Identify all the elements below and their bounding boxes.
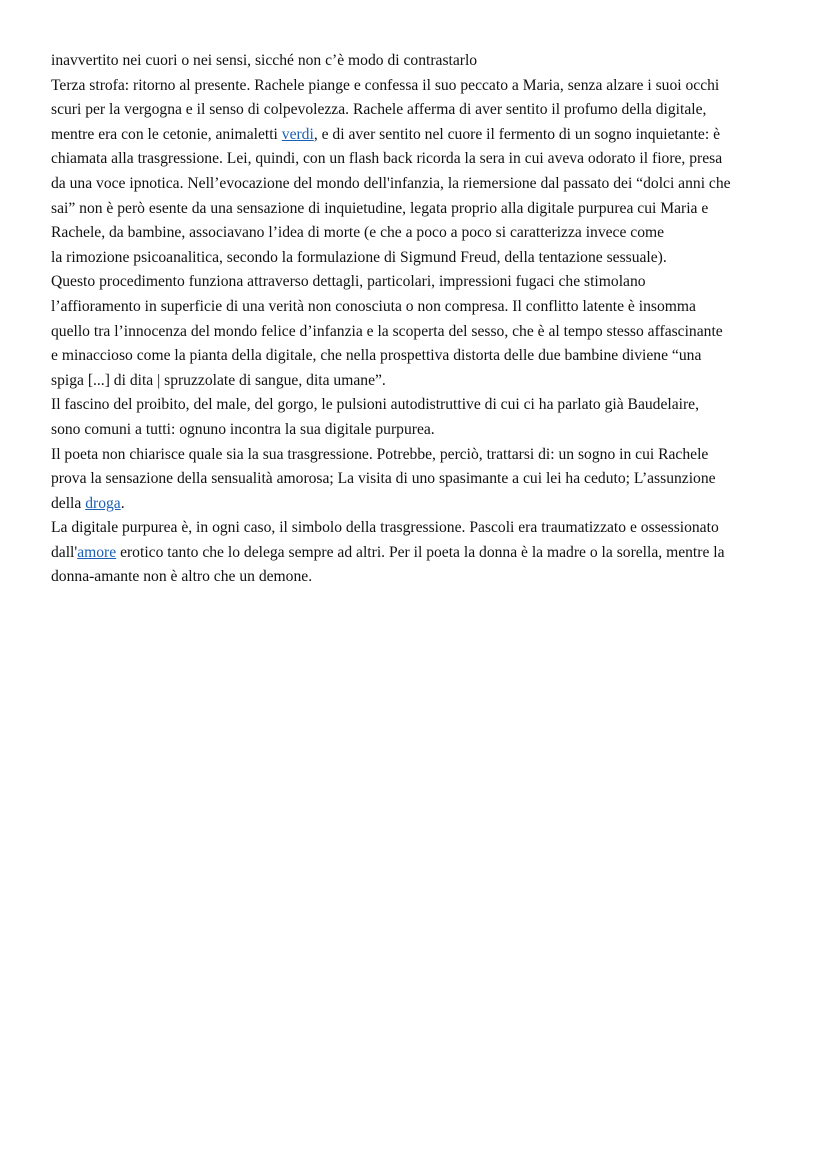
text-segment: erotico tanto che lo delega sempre ad altri. Per il poeta la donna è la madre o la sorella, mentre la [116,543,725,561]
text-line [51,123,791,148]
text-line: prova la sensazione della sensualità amorosa; La visita di uno spasimante a cui lei ha ceduto; L’assunzione [51,470,716,488]
text-line: La digitale purpurea è, in ogni caso, il simbolo della trasgressione. Pascoli era traumatizzato e ossessionato [51,519,719,537]
text-line: Questo procedimento funziona attraverso dettagli, particolari, impressioni fugaci che stimolano [51,273,646,291]
text-line: inavvertito nei cuori o nei sensi, sicché non c’è modo di contrastarlo [51,52,478,69]
text-segment: dall' [51,543,78,561]
text-line: Rachele, da bambine, associavano l’idea di morte (e che a poco a poco si caratterizza invece come [51,224,665,242]
text-line: la rimozione psicoanalitica, secondo la formulazione di Sigmund Freud, della tentazione sessuale). [51,248,667,266]
text-line: Il poeta non chiarisce quale sia la sua trasgressione. Potrebbe, perciò, trattarsi di: un sogno in cui Rachele [51,445,709,463]
link-droga[interactable]: droga [85,494,121,512]
text-line: da una voce ipnotica. Nell’evocazione del mondo dell'infanzia, la riemersione dal passato dei “dolci anni che [51,174,731,192]
text-line: quello tra l’innocenza del mondo felice d’infanzia e la scoperta del sesso, che è al tempo stesso affascinante [51,322,723,340]
text-line: Terza strofa: ritorno al presente. Rachele piange e confessa il suo peccato a Maria, senza alzare i suoi occhi [51,76,720,94]
text-segment: mentre era con le cetonie, animaletti [51,125,282,143]
text-line: e minaccioso come la pianta della digitale, che nella prospettiva distorta delle due bambine diviene “una [51,347,702,365]
text-line: scuri per la vergogna e il senso di colpevolezza. Rachele afferma di aver sentito il profumo della digitale, [51,101,707,119]
text-line [51,492,791,517]
text-line: chiamata alla trasgressione. Lei, quindi, con un flash back ricorda la sera in cui aveva odorato il fiore, presa [51,150,723,168]
link-amore[interactable]: amore [77,543,117,561]
text-line: Il fascino del proibito, del male, del gorgo, le pulsioni autodistruttive di cui ci ha parlato già Baudelaire, [51,396,699,414]
text-line: l’affioramento in superficie di una verità non conosciuta o non compresa. Il conflitto latente è insomma [51,297,696,315]
text-segment: , e di aver sentito nel cuore il fermento di un sogno inquietante: è [313,125,720,143]
link-verdi[interactable]: verdi [281,125,314,143]
text-line: sono comuni a tutti: ognuno incontra la sua digitale purpurea. [51,420,435,438]
document-body [51,49,791,590]
text-segment: della [51,494,86,512]
text-line: spiga [...] di dita | spruzzolate di sangue, dita umane”. [51,371,386,389]
text-line: sai” non è però esente da una sensazione di inquietudine, legata proprio alla digitale purpurea cui Maria e [51,199,709,217]
text-segment: . [120,494,125,512]
text-line: donna-amante non è altro che un demone. [51,568,313,586]
text-line [51,541,791,566]
